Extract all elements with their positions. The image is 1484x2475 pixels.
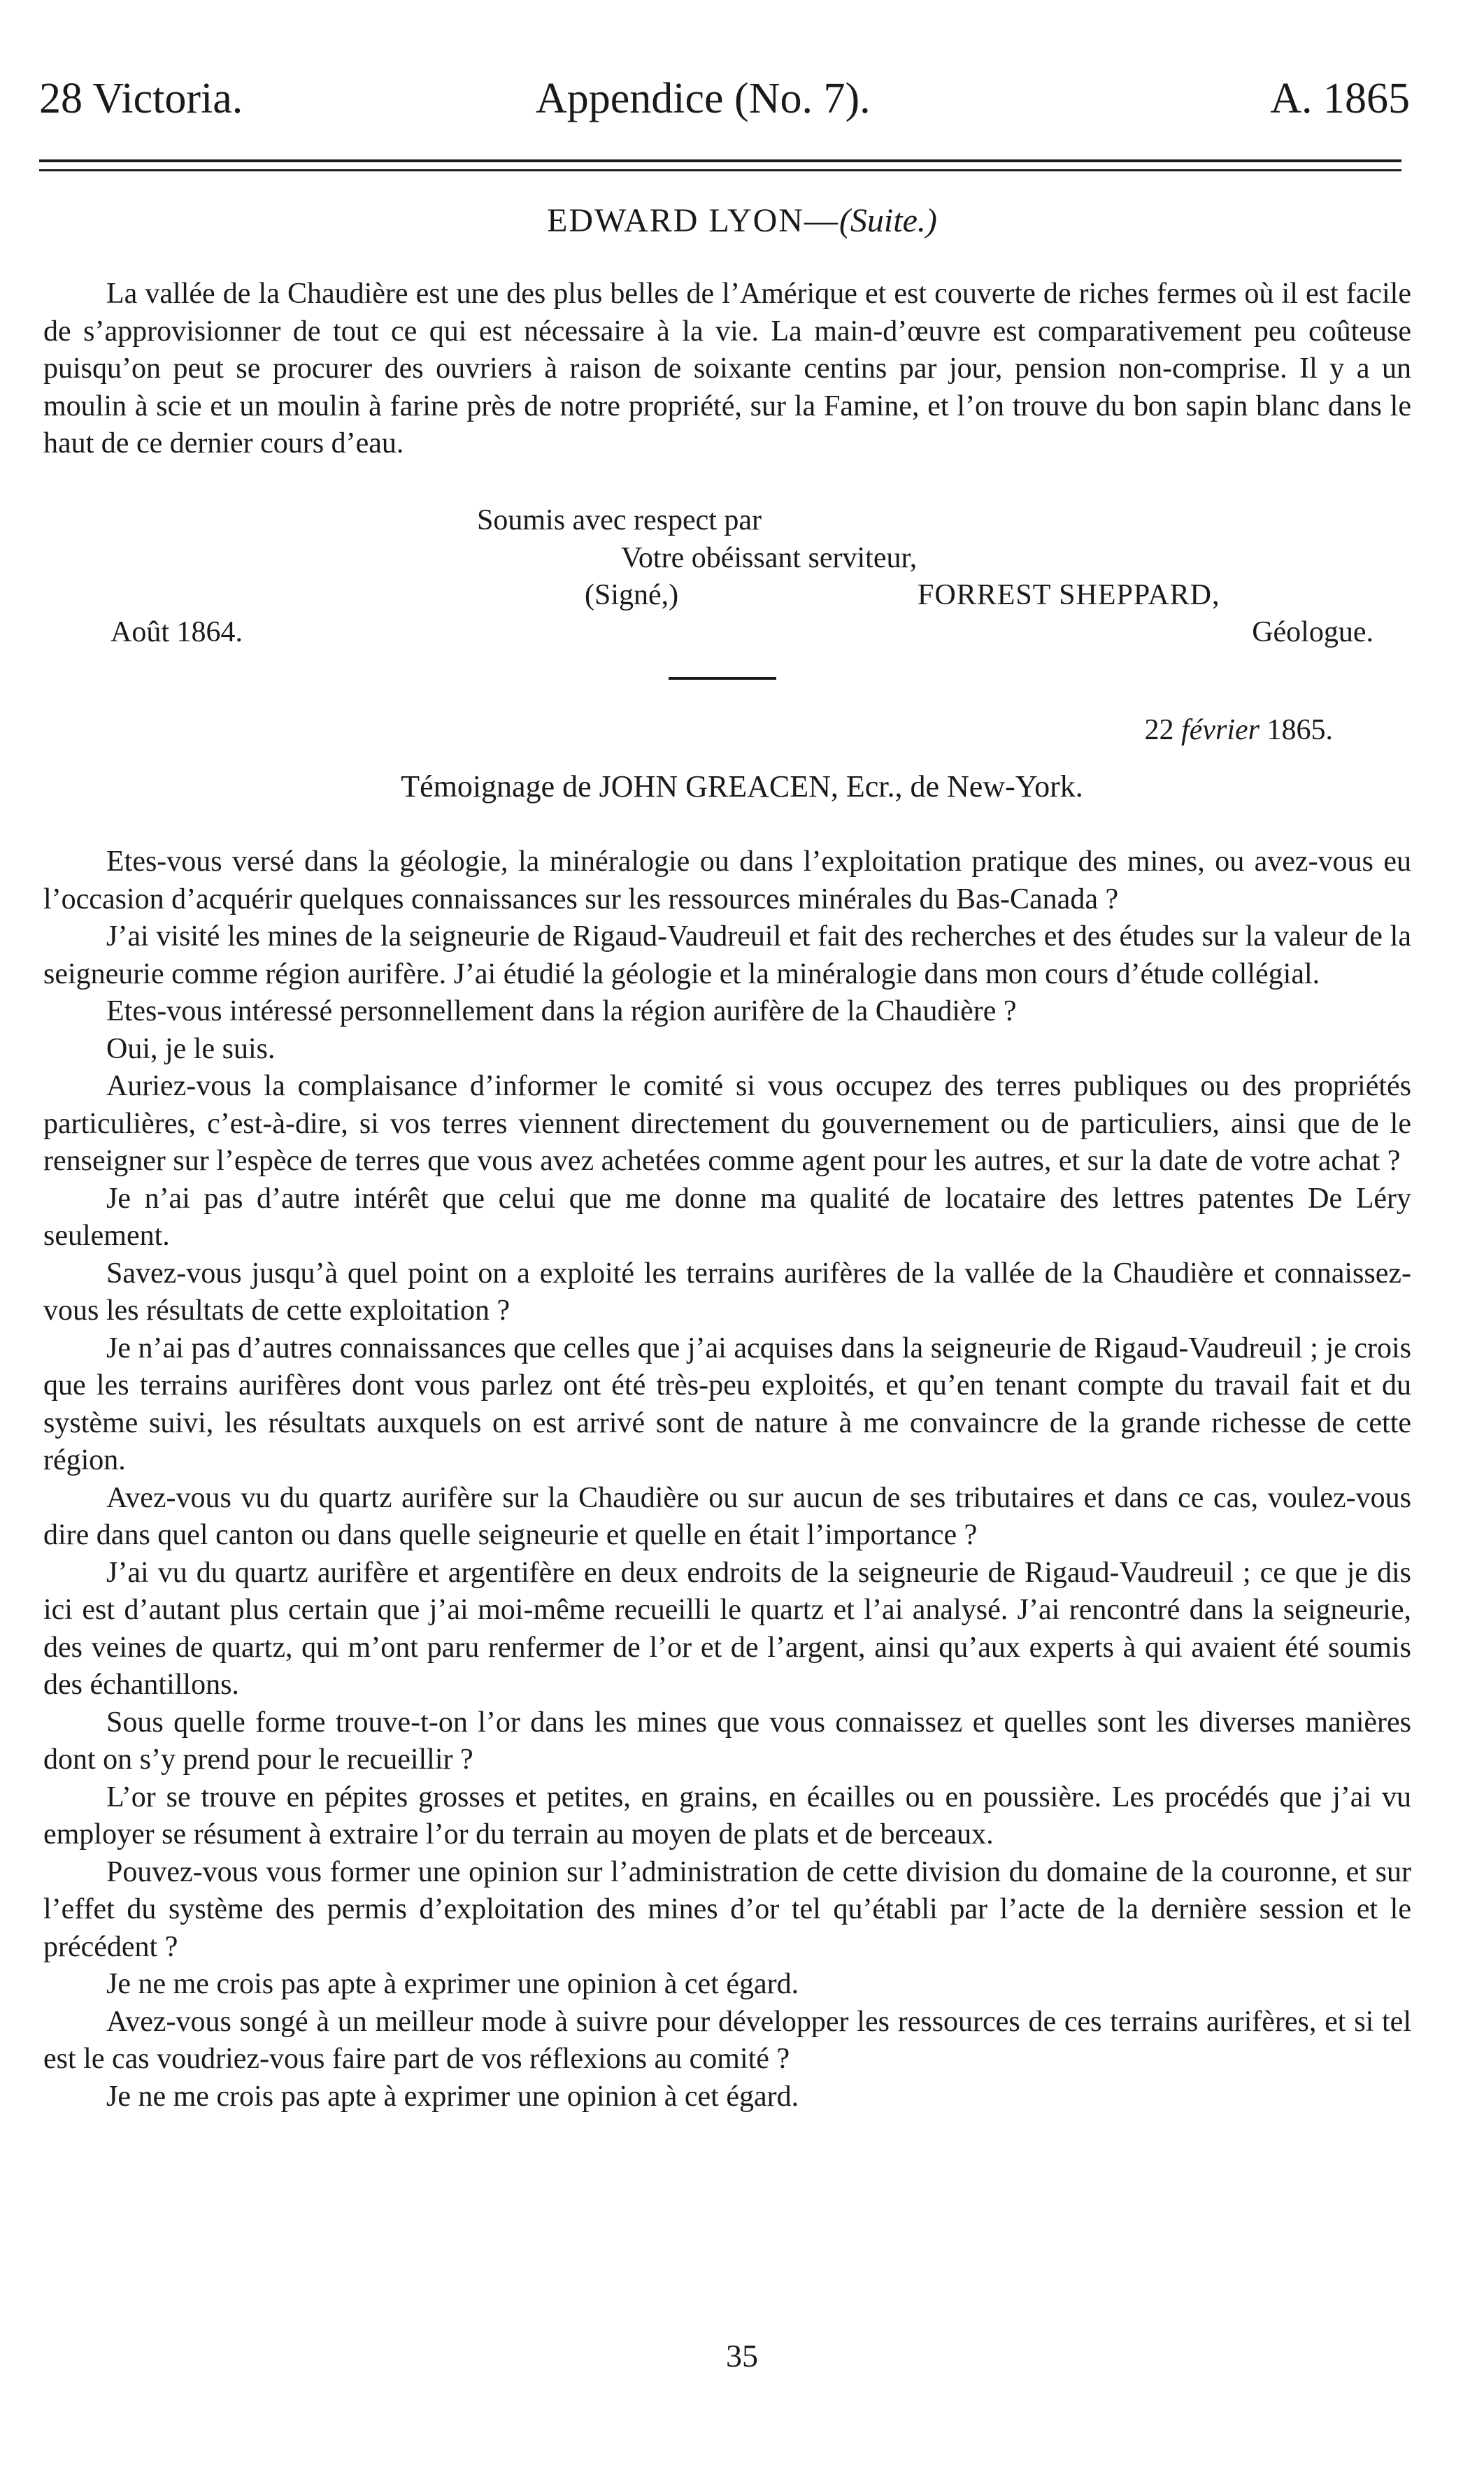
section-title-suffix: (Suite.) (839, 202, 937, 239)
testimony-date-day: 22 (1144, 714, 1174, 746)
answer-paragraph: Je n’ai pas d’autres connaissances que celles que j’ai acquises dans la seigneurie de Rigaud-Vaudreuil ; je crois que les terrains aurifères dont vous parlez ont été très-peu exploités, et qu’en tenant compte du travail fait et du système suivi, les résultats auxquels on est arrivé sont de nature à me convaincre de la grande richesse de cette région. (43, 1332, 1411, 1476)
closing-submitted: Soumis avec respect par (477, 504, 762, 536)
testimony-title: Témoignage de JOHN GREACEN, Ecr., de New-York. (401, 769, 1083, 804)
lyon-text (43, 276, 1411, 463)
answer-paragraph: Oui, je le suis. (106, 1032, 276, 1065)
question-paragraph: Sous quelle forme trouve-t-on l’or dans les mines que vous connaissez et quelles sont les diverses manières dont on s’y prend pour le recueillir ? (43, 1706, 1411, 1776)
header-rule-top (39, 159, 1401, 162)
signatory-role: Géologue. (1252, 616, 1374, 648)
closing-date: Août 1864. (110, 616, 243, 648)
question-paragraph: Savez-vous jusqu’à quel point on a exploité les terrains aurifères de la vallée de la Chaudière et connaissez-vous les résultats de cette exploitation ? (43, 1257, 1411, 1327)
answer-paragraph: J’ai visité les mines de la seigneurie de Rigaud-Vaudreuil et fait des recherches et des études sur la valeur de la seigneurie comme région aurifère. J’ai étudié la géologie et la minéralogie dans mon cours d’étude collégial. (43, 920, 1411, 990)
signatory-name: FORREST SHEPPARD, (918, 579, 1220, 611)
answer-paragraph: J’ai vu du quartz aurifère et argentifère en deux endroits de la seigneurie de Rigaud-Vaudreuil ; ce que je dis ici est d’autant plus certain que j’ai moi-même recueilli le quartz et l’ai analysé. J’ai rencontré dans la seigneurie, des veines de quartz, qui m’ont paru renfermer de l’or et de l’argent, ainsi qu’aux experts à qui avaient été soumis des échantillons. (43, 1556, 1411, 1701)
page-number: 35 (726, 2338, 758, 2374)
question-paragraph: Avez-vous songé à un meilleur mode à suivre pour développer les ressources de ces terrains aurifères, et si tel est le cas voudriez-vous faire part de vos réflexions au comité ? (43, 2005, 1411, 2075)
testimony-date (1145, 712, 1333, 750)
question-paragraph: Pouvez-vous vous former une opinion sur l’administration de cette division du domaine de la couronne, et sur l’effet du système des permis d’exploitation des mines d’or tel qu’établi par l’acte de la dernière session et le précédent ? (43, 1855, 1411, 1963)
closing-signed: (Signé,) (585, 579, 679, 611)
question-paragraph: Etes-vous versé dans la géologie, la minéralogie ou dans l’exploitation pratique des mines, ou avez-vous eu l’occasion d’acquérir quelques connaissances sur les ressources minérales du Bas-Canada ? (43, 846, 1411, 915)
closing-servant: Votre obéissant serviteur, (621, 542, 918, 574)
testimony-body (43, 843, 1411, 2116)
answer-paragraph: Je ne me crois pas apte à exprimer une opinion à cet égard. (106, 1968, 799, 2000)
question-paragraph: Auriez-vous la complaisance d’informer le comité si vous occupez des terres publiques ou des propriétés particulières, c’est-à-dire, si vos terres viennent directement du gouvernement ou de particuliers, ainsi que de le renseigner sur l’espèce de terres que vous avez achetées comme agent pour les autres, et sur la date de votre achat ? (43, 1070, 1411, 1177)
header-appendix: Appendice (No. 7). (536, 75, 871, 122)
testimony-date-year: 1865. (1267, 714, 1333, 746)
answer-paragraph: Je ne me crois pas apte à exprimer une opinion à cet égard. (106, 2080, 799, 2113)
section-title-name: EDWARD LYON— (547, 202, 839, 239)
question-paragraph: Avez-vous vu du quartz aurifère sur la Chaudière ou sur aucun de ses tributaires et dans ce cas, voulez-vous dire dans quel canton ou dans quelle seigneurie et quelle en était l’importance ? (43, 1481, 1411, 1551)
section-title (0, 201, 1484, 240)
answer-paragraph: Je n’ai pas d’autre intérêt que celui que me donne ma qualité de locataire des lettres patentes De Léry seulement. (43, 1182, 1411, 1252)
header-rule-bottom (39, 169, 1401, 171)
header-session: 28 Victoria. (39, 75, 243, 122)
testimony-date-month: février (1181, 714, 1260, 746)
header-year: A. 1865 (1270, 75, 1410, 122)
answer-paragraph: L’or se trouve en pépites grosses et petites, en grains, en écailles ou en poussière. Les procédés que j’ai vu employer se résument à extraire l’or du terrain au moyen de plats et de berceaux. (43, 1781, 1411, 1850)
running-header (39, 67, 1410, 130)
question-paragraph: Etes-vous intéressé personnellement dans la région aurifère de la Chaudière ? (106, 995, 1017, 1027)
separator-rule (669, 677, 776, 680)
lyon-paragraph: La vallée de la Chaudière est une des plus belles de l’Amérique et est couverte de riches fermes où il est facile de s’approvisionner de tout ce qui est nécessaire à la vie. La main-d’œuvre est comparativement peu coûteuse puisqu’on peut se procurer des ouvriers à raison de soixante centins par jour, pension non-comprise. Il y a un moulin à scie et un moulin à farine près de notre propriété, sur la Famine, et l’on trouve du bon sapin blanc dans le haut de ce dernier cours d’eau. (43, 278, 1411, 459)
